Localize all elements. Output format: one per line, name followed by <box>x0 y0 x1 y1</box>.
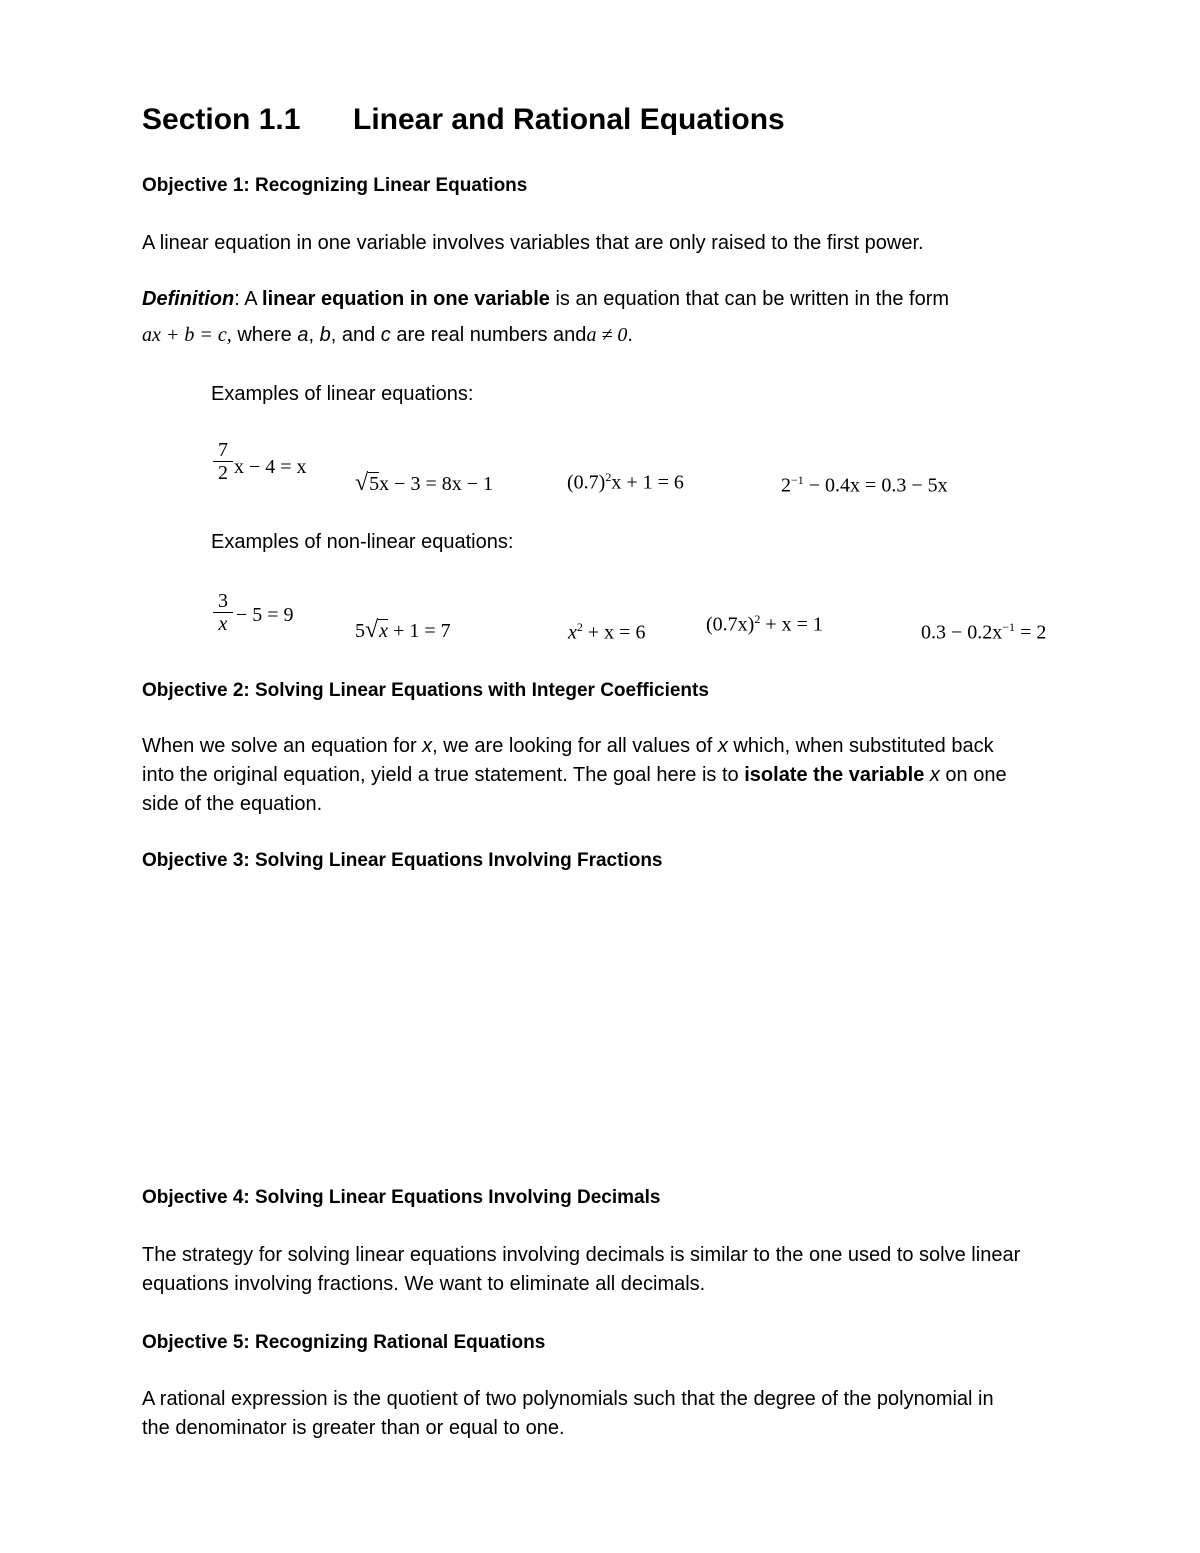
nonlinear-example-1-fraction: 3 x <box>213 591 233 634</box>
linear-example-2: √5x − 3 = 8x − 1 <box>355 470 494 496</box>
section-number: Section 1.1 <box>142 103 301 136</box>
objective-4-line-2: equations involving fractions. We want to eliminate all decimals. <box>142 1273 706 1295</box>
objective-3-heading: Objective 3: Solving Linear Equations Involving Fractions <box>142 850 663 871</box>
definition-line-2: ax + b = c, where a, b, and c are real numbers anda ≠ 0. <box>142 324 633 346</box>
nonlinear-example-2: 5√x + 1 = 7 <box>355 617 451 643</box>
definition-formula: ax + b = c, <box>142 324 232 346</box>
definition-condition: a ≠ 0 <box>586 324 628 346</box>
objective-2-line-3: side of the equation. <box>142 793 323 815</box>
section-title: Linear and Rational Equations <box>353 103 785 136</box>
objective-5-line-2: the denominator is greater than or equal to one. <box>142 1417 565 1439</box>
linear-example-3: $(0.7)^2x + 1 = 6$ <box>567 470 684 494</box>
nonlinear-examples-label: Examples of non-linear equations: <box>211 531 514 553</box>
definition-term: linear equation in one variable <box>262 288 550 310</box>
objective-1-heading: Objective 1: Recognizing Linear Equations <box>142 175 528 196</box>
nonlinear-example-1: − 5 = 9 <box>236 604 294 626</box>
objective-4-line-1: The strategy for solving linear equations involving decimals is similar to the one used to solve linear <box>142 1244 1021 1266</box>
objective-5-heading: Objective 5: Recognizing Rational Equations <box>142 1332 546 1353</box>
isolate-variable-emphasis: isolate the variable <box>744 764 925 786</box>
linear-example-4: $2^{-1} - 0.4x = 0.3 - 5x$ <box>781 473 948 497</box>
objective-2-heading: Objective 2: Solving Linear Equations with Integer Coefficients <box>142 680 709 701</box>
nonlinear-example-4: $(0.7x)^2 + x = 1$ <box>706 612 823 636</box>
objective-1-intro: A linear equation in one variable involves variables that are only raised to the first power. <box>142 232 924 254</box>
linear-example-1-fraction: 7 2 <box>213 440 233 483</box>
objective-4-heading: Objective 4: Solving Linear Equations Involving Decimals <box>142 1187 661 1208</box>
objective-2-line-2: into the original equation, yield a true statement. The goal here is to isolate the variable x on one <box>142 764 1007 786</box>
nonlinear-example-3: $x^2 + x = 6$ <box>568 620 646 644</box>
linear-examples-label: Examples of linear equations: <box>211 383 474 405</box>
objective-2-line-1: When we solve an equation for x, we are looking for all values of x which, when substituted back <box>142 735 994 757</box>
nonlinear-example-5: $0.3 - 0.2x^{-1} = 2$ <box>921 620 1047 644</box>
definition-label: Definition <box>142 288 235 310</box>
linear-example-1: x − 4 = x <box>234 456 307 478</box>
definition-line-1: Definition: A linear equation in one variable is an equation that can be written in the form <box>142 288 950 310</box>
objective-5-line-1: A rational expression is the quotient of two polynomials such that the degree of the polynomial in <box>142 1388 994 1410</box>
